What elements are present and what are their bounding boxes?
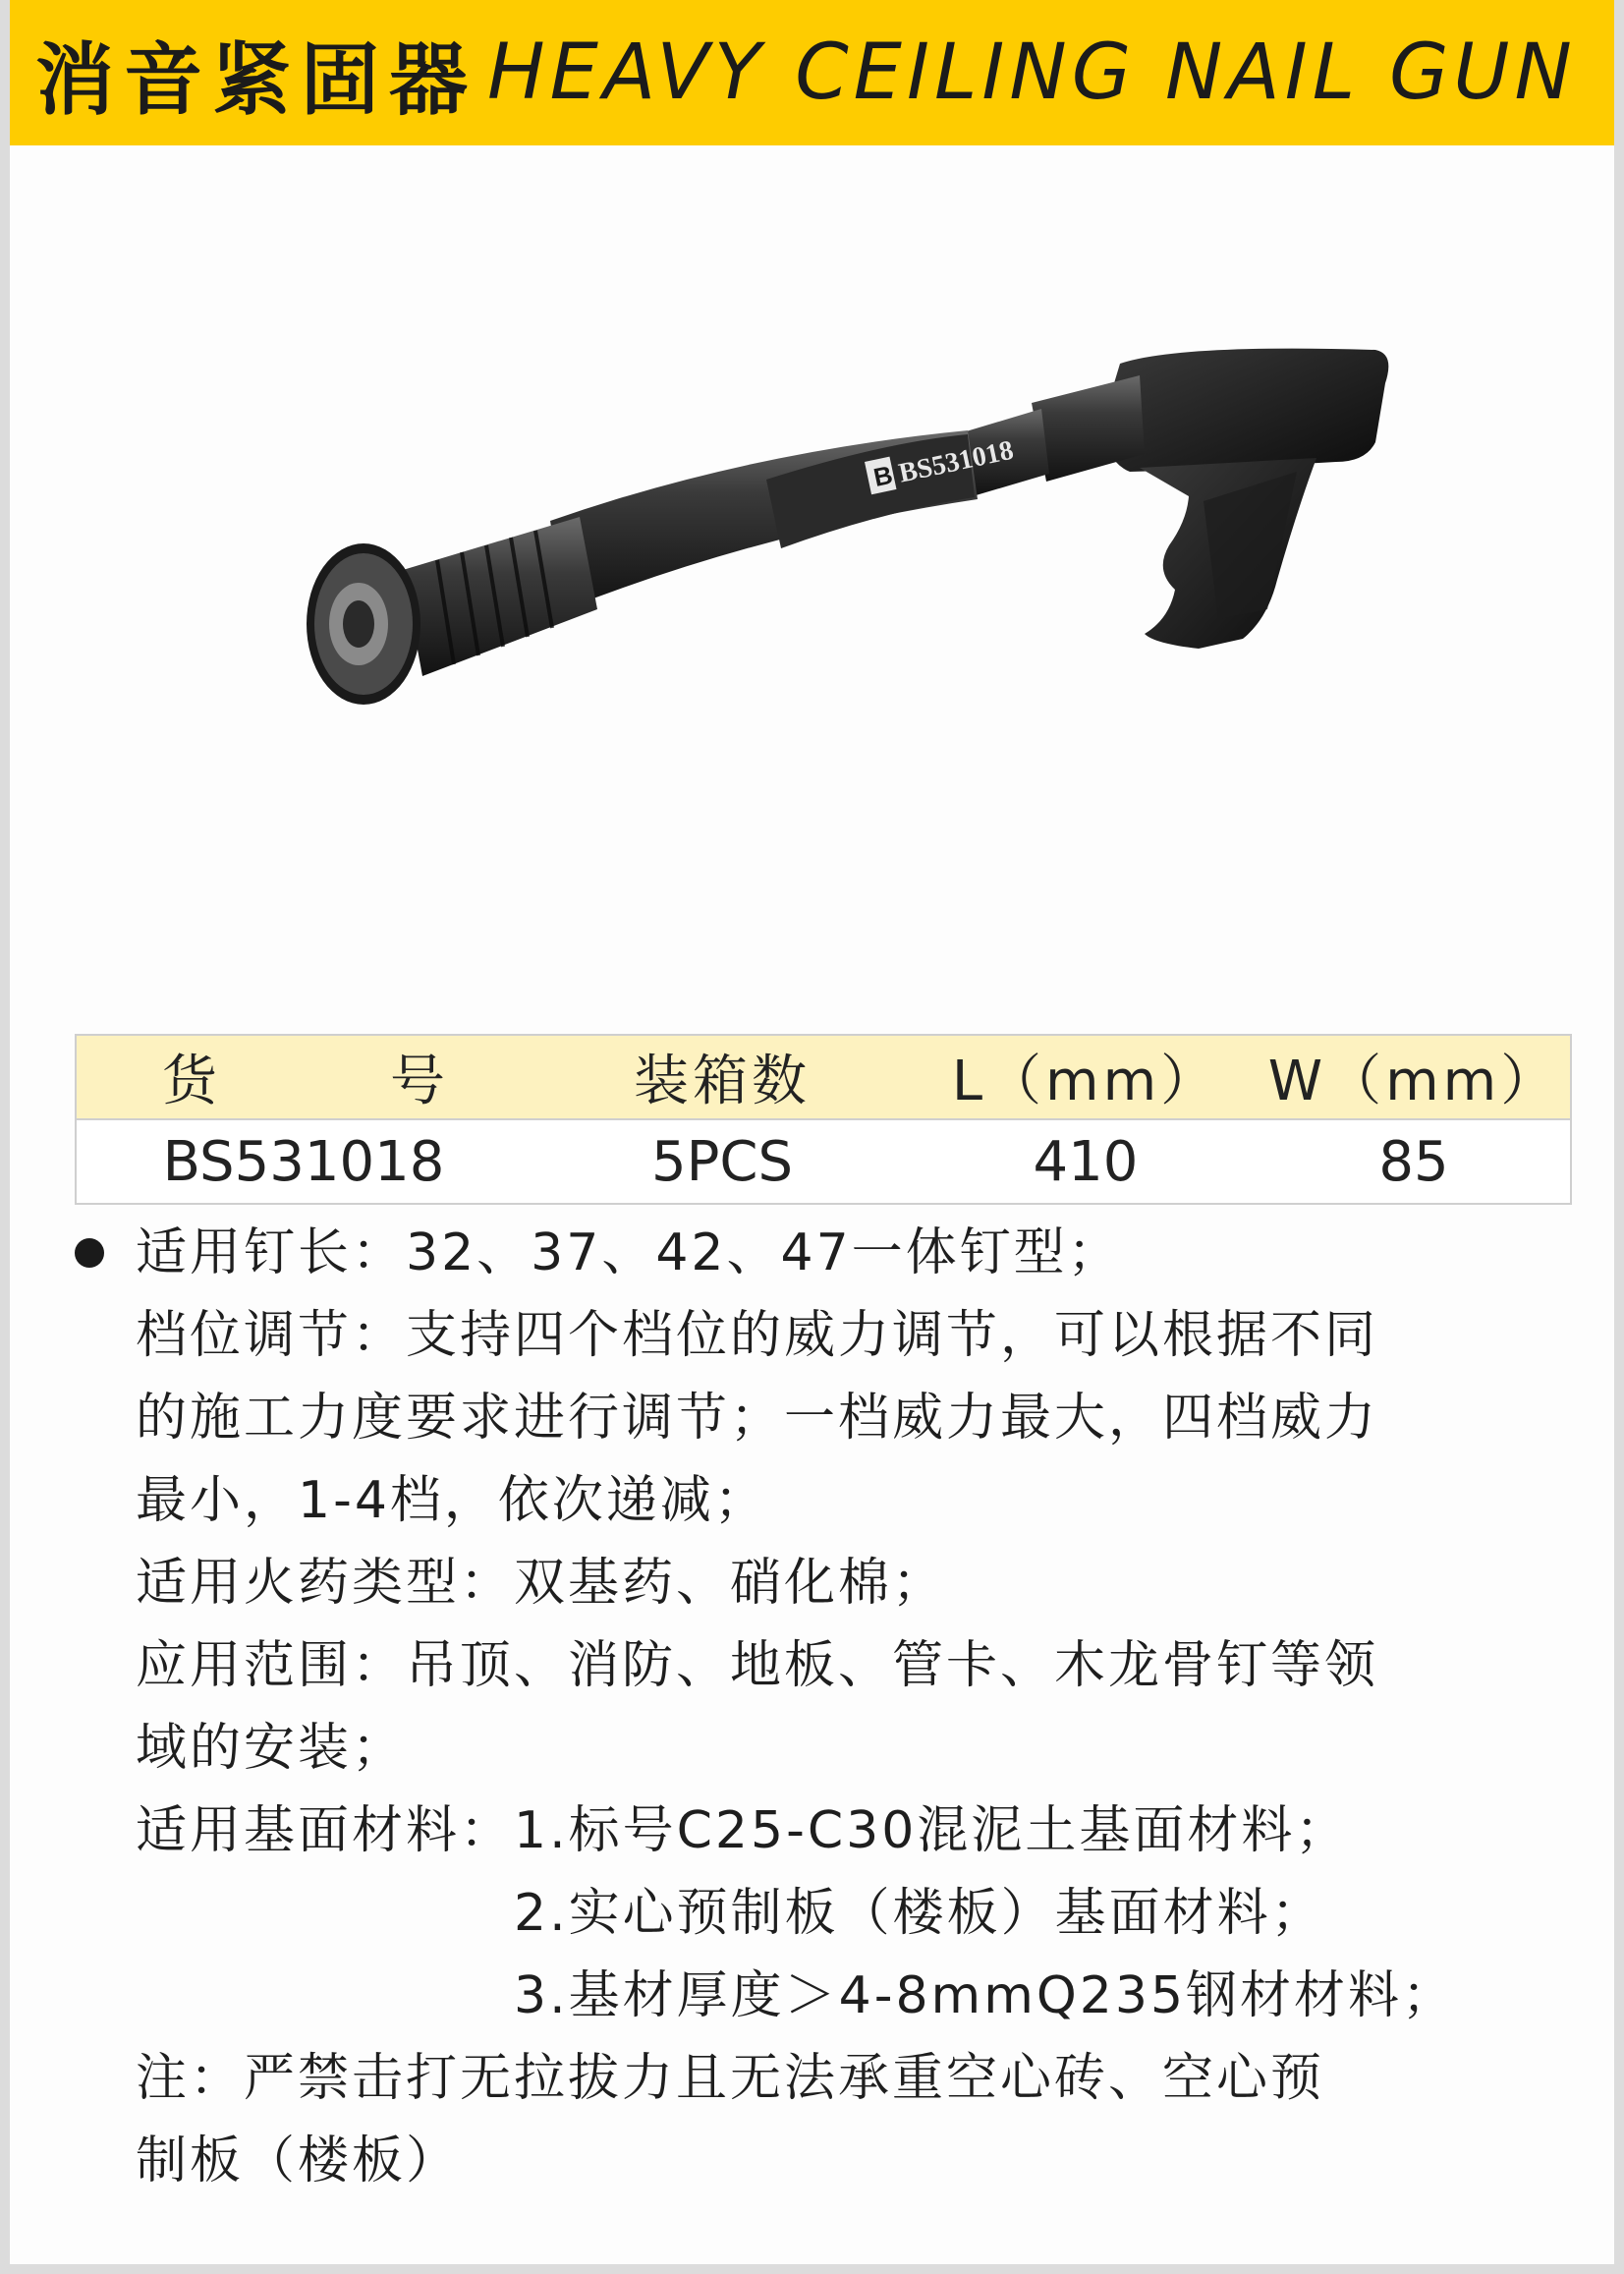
spec-line: 最小，1-4档，依次递减；	[136, 1471, 768, 1530]
spec-line: 适用基面材料：1.标号C25-C30混泥土基面材料；	[136, 1801, 1350, 1860]
table-row	[77, 1120, 1570, 1203]
bullet-icon	[75, 1238, 104, 1268]
spec-line: 应用范围：吊顶、消防、地板、管卡、木龙骨钉等领	[136, 1636, 1379, 1695]
spec-line: 3.基材厚度＞4-8mmQ235钢材材料；	[136, 1966, 1457, 2025]
title-chinese: 消音紧固器	[35, 33, 477, 126]
title-english: HEAVY CEILING NAIL GUN	[487, 28, 1577, 117]
nail-gun-illustration	[255, 324, 1405, 835]
spec-table	[75, 1034, 1572, 1205]
spec-line: 适用钉长：32、37、42、47一体钉型；	[136, 1223, 1122, 1282]
spec-line: 的施工力度要求进行调节；一档威力最大，四档威力	[136, 1389, 1379, 1448]
model-marking: BS531018	[896, 434, 1017, 489]
header-cell-length: L（mm）	[951, 1050, 1220, 1113]
table-header-row	[77, 1036, 1570, 1120]
spec-line: 域的安装；	[136, 1719, 407, 1778]
product-image	[255, 324, 1405, 835]
title-banner	[10, 0, 1614, 145]
spec-line: 适用火药类型：双基药、硝化棉；	[136, 1554, 947, 1613]
header-cell-pack-qty: 装箱数	[634, 1050, 811, 1113]
spec-line: 档位调节：支持四个档位的威力调节，可以根据不同	[136, 1306, 1379, 1365]
cell-width: 85	[1378, 1129, 1449, 1194]
svg-text:B: B	[870, 459, 896, 493]
header-cell-width: W（mm）	[1267, 1050, 1560, 1113]
header-cell-item-no: 货 号	[162, 1050, 504, 1113]
spec-line: 2.实心预制板（楼板）基面材料；	[136, 1884, 1325, 1943]
spec-line: 制板（楼板）	[136, 2132, 461, 2190]
cell-pack-qty: 5PCS	[650, 1129, 794, 1194]
spec-line: 注：严禁击打无拉拔力且无法承重空心砖、空心预	[136, 2049, 1325, 2108]
cell-item-no: BS531018	[162, 1129, 445, 1194]
cell-length: 410	[1033, 1129, 1139, 1194]
